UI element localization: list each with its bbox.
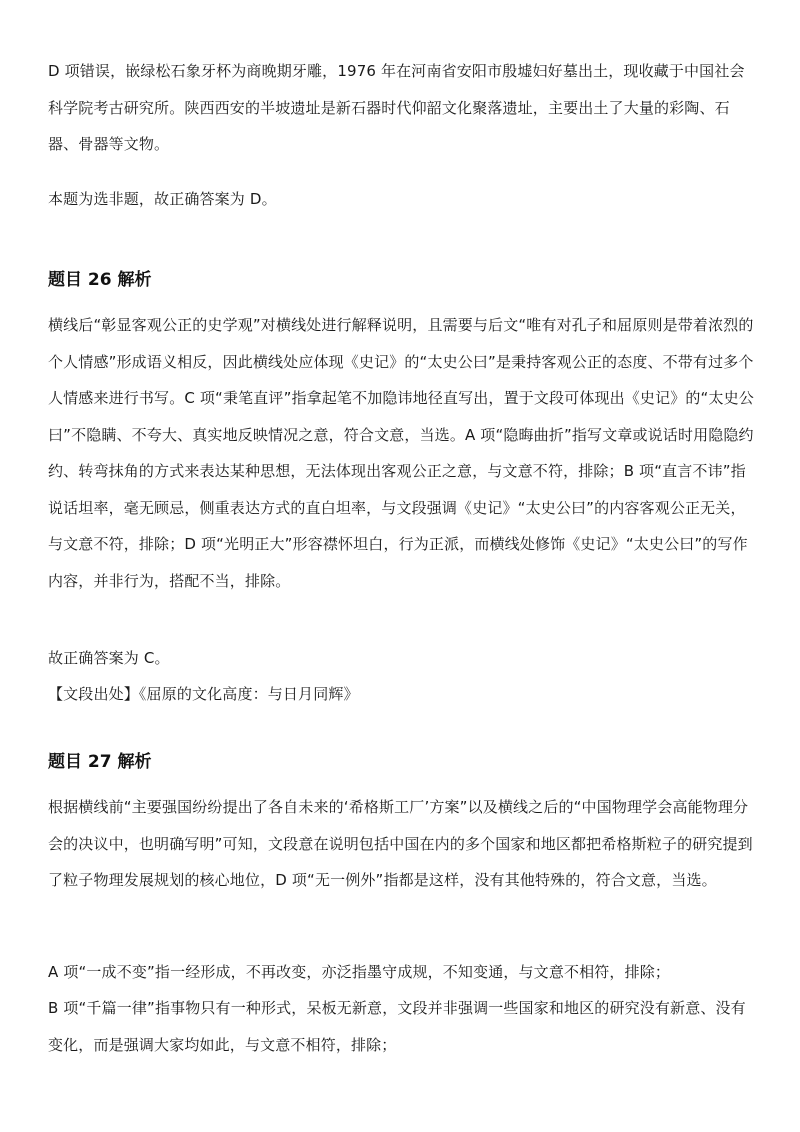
q26-explanation-paragraph: 横线后“彰显客观公正的史学观”对横线处进行解释说明，且需要与后文“唯有对孔子和屈原则是带着浓烈的个人情感”形成语义相反，因此横线处应体现《史记》的“太史公曰”是秉持客观公正的态度、不带有过多个人情感来进行书写。C 项“秉笔直评”指拿起笔不加隐讳地径直写出，置于文段可体现出《史记》的“太史公曰”不隐瞒、不夸大、真实地反映情况之意，符合文意，当选。A 项“隐晦曲折”指写文章或说话时用隐隐约约、转弯抹角的方式来表达某种思想，无法体现出客观公正之意，与文意不符，排除；B 项“直言不讳”指说话坦率，毫无顾忌，侧重表达方式的直白坦率，与文段强调《史记》“太史公曰”的内容客观公正无关，与文意不符，排除；D 项“光明正大”形容襟怀坦白，行为正派，而横线处修饰《史记》“太史公曰”的写作内容，并非行为，搭配不当，排除。 xyxy=(48,316,754,590)
q27-option-b-paragraph: B 项“千篇一律”指事物只有一种形式，呆板无新意，文段并非强调一些国家和地区的研究没有新意、没有变化，而是强调大家均如此，与文意不相符，排除； xyxy=(48,999,746,1054)
intro-explanation-paragraph: D 项错误，嵌绿松石象牙杯为商晚期牙雕，1976 年在河南省安阳市殷墟妇好墓出土，现收藏于中国社会科学院考古研究所。陕西西安的半坡遗址是新石器时代仰韶文化聚落遗址，主要出土了大量的彩陶、石器、骨器等文物。 xyxy=(48,62,745,153)
q27-heading: 题目 27 解析 xyxy=(48,752,152,772)
q26-answer-paragraph: 故正确答案为 C。 xyxy=(48,649,170,667)
q26-heading: 题目 26 解析 xyxy=(48,270,152,290)
q27-explanation-paragraph: 根据横线前“主要强国纷纷提出了各自未来的‘希格斯工厂’方案”以及横线之后的“中国物理学会高能物理分会的决议中，也明确写明”可知，文段意在说明包括中国在内的多个国家和地区都把希格斯粒子的研究提到了粒子物理发展规划的核心地位，D 项“无一例外”指都是这样，没有其他特殊的，符合文意，当选。 xyxy=(48,798,753,889)
intro-answer-paragraph: 本题为选非题，故正确答案为 D。 xyxy=(48,190,277,208)
q26-source-paragraph: 【文段出处】《屈原的文化高度：与日月同辉》 xyxy=(48,685,359,703)
q27-option-a-paragraph: A 项“一成不变”指一经形成，不再改变，亦泛指墨守成规，不知变通，与文意不相符，排除； xyxy=(48,963,671,981)
